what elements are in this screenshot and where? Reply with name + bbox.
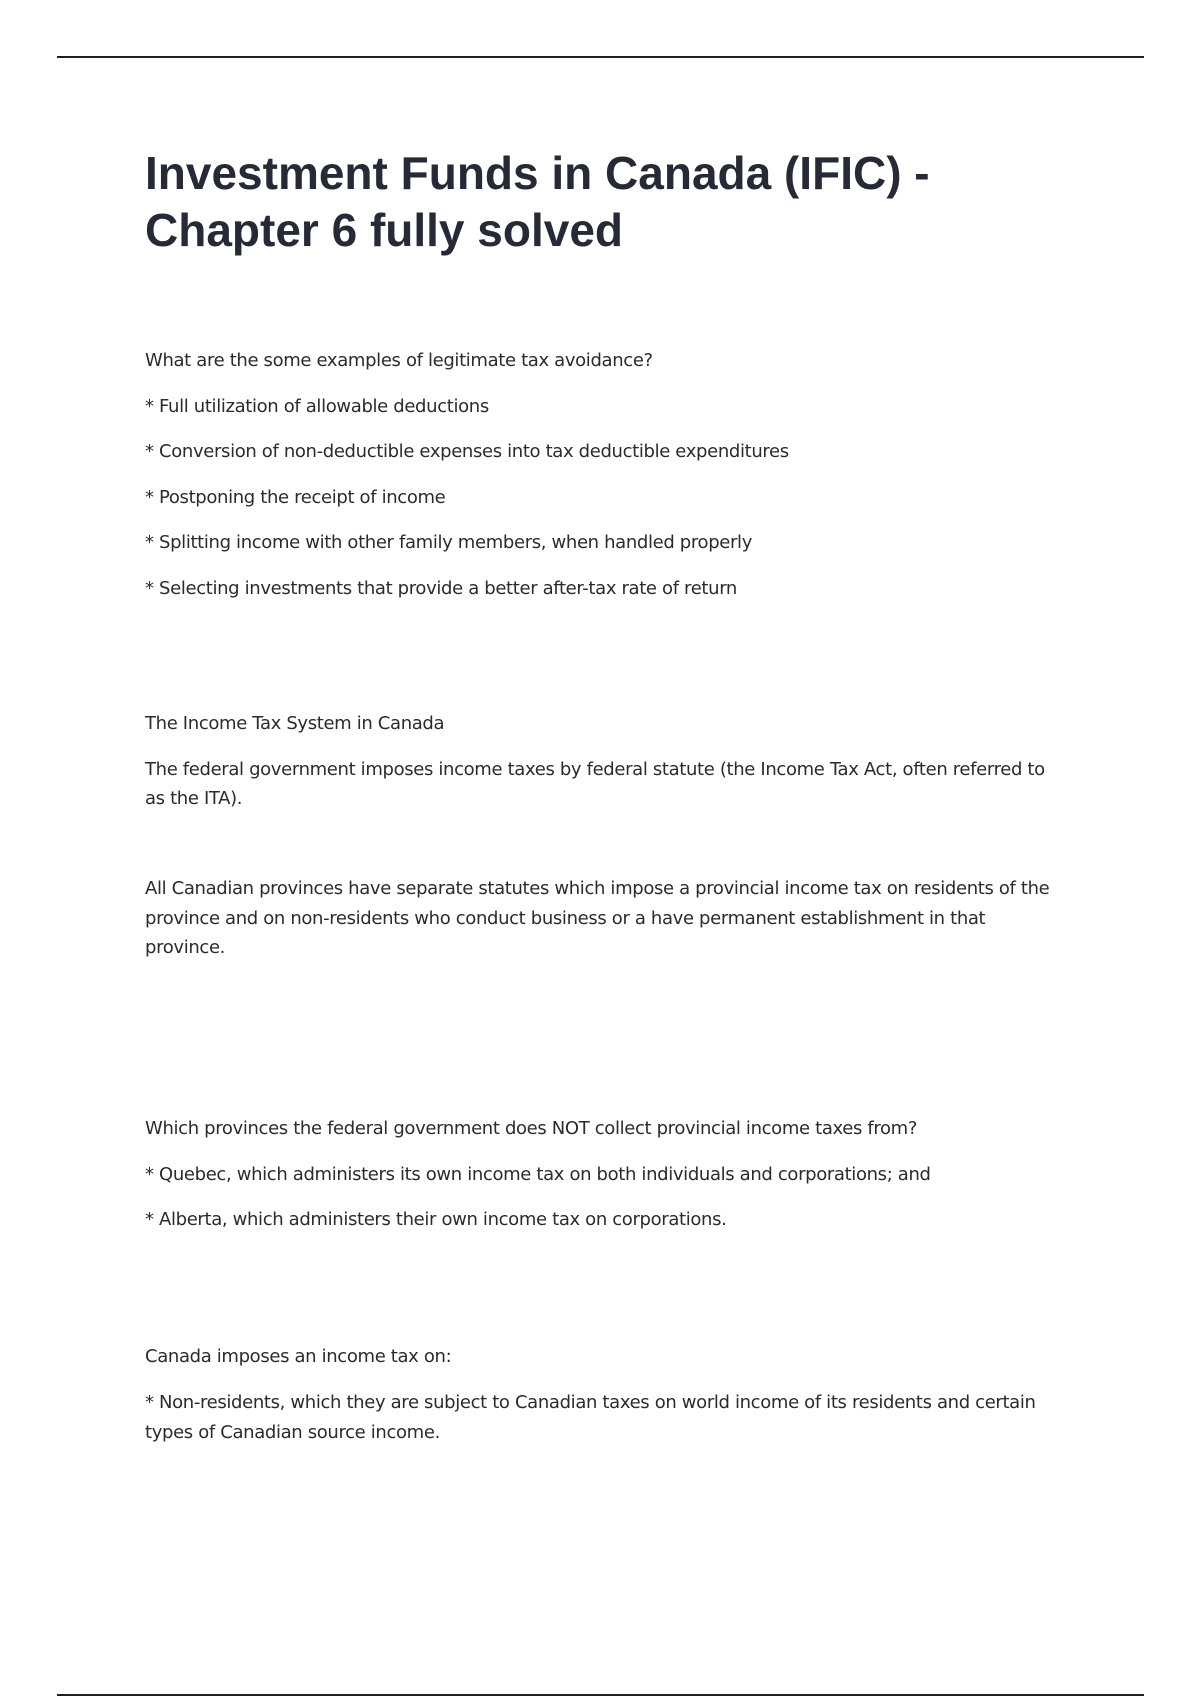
question-canada-imposes: Canada imposes an income tax on:	[145, 1346, 452, 1367]
title-line-1: Investment Funds in Canada (IFIC) -	[145, 147, 930, 199]
question-tax-avoidance: What are the some examples of legitimate tax avoidance?	[145, 350, 653, 371]
answer-line: * Non-residents, which they are subject to Canadian taxes on world income of its residents and certain	[145, 1392, 1036, 1413]
answer-line: as the ITA).	[145, 788, 243, 809]
answer-item: * Full utilization of allowable deductions	[145, 396, 489, 417]
answer-line: All Canadian provinces have separate statutes which impose a provincial income tax on residents of the	[145, 878, 1050, 899]
title-line-2: Chapter 6 fully solved	[145, 204, 624, 256]
question-provinces: Which provinces the federal government does NOT collect provincial income taxes from?	[145, 1118, 918, 1139]
answer-item: * Conversion of non-deductible expenses into tax deductible expenditures	[145, 441, 789, 462]
answer-line: province and on non-residents who conduct business or a have permanent establishment in that	[145, 908, 986, 929]
document-title	[145, 145, 1045, 259]
answer-item: * Postponing the receipt of income	[145, 487, 446, 508]
answer-item: * Quebec, which administers its own income tax on both individuals and corporations; and	[145, 1164, 931, 1185]
answer-line: The federal government imposes income taxes by federal statute (the Income Tax Act, often referred to	[145, 759, 1045, 780]
top-divider	[57, 56, 1144, 58]
answer-item: * Selecting investments that provide a better after-tax rate of return	[145, 578, 737, 599]
answer-line: province.	[145, 937, 226, 958]
answer-item: * Splitting income with other family members, when handled properly	[145, 532, 752, 553]
question-income-tax-system: The Income Tax System in Canada	[145, 713, 445, 734]
bottom-divider	[57, 1694, 1144, 1696]
answer-line: types of Canadian source income.	[145, 1422, 440, 1443]
answer-item: * Alberta, which administers their own income tax on corporations.	[145, 1209, 727, 1230]
